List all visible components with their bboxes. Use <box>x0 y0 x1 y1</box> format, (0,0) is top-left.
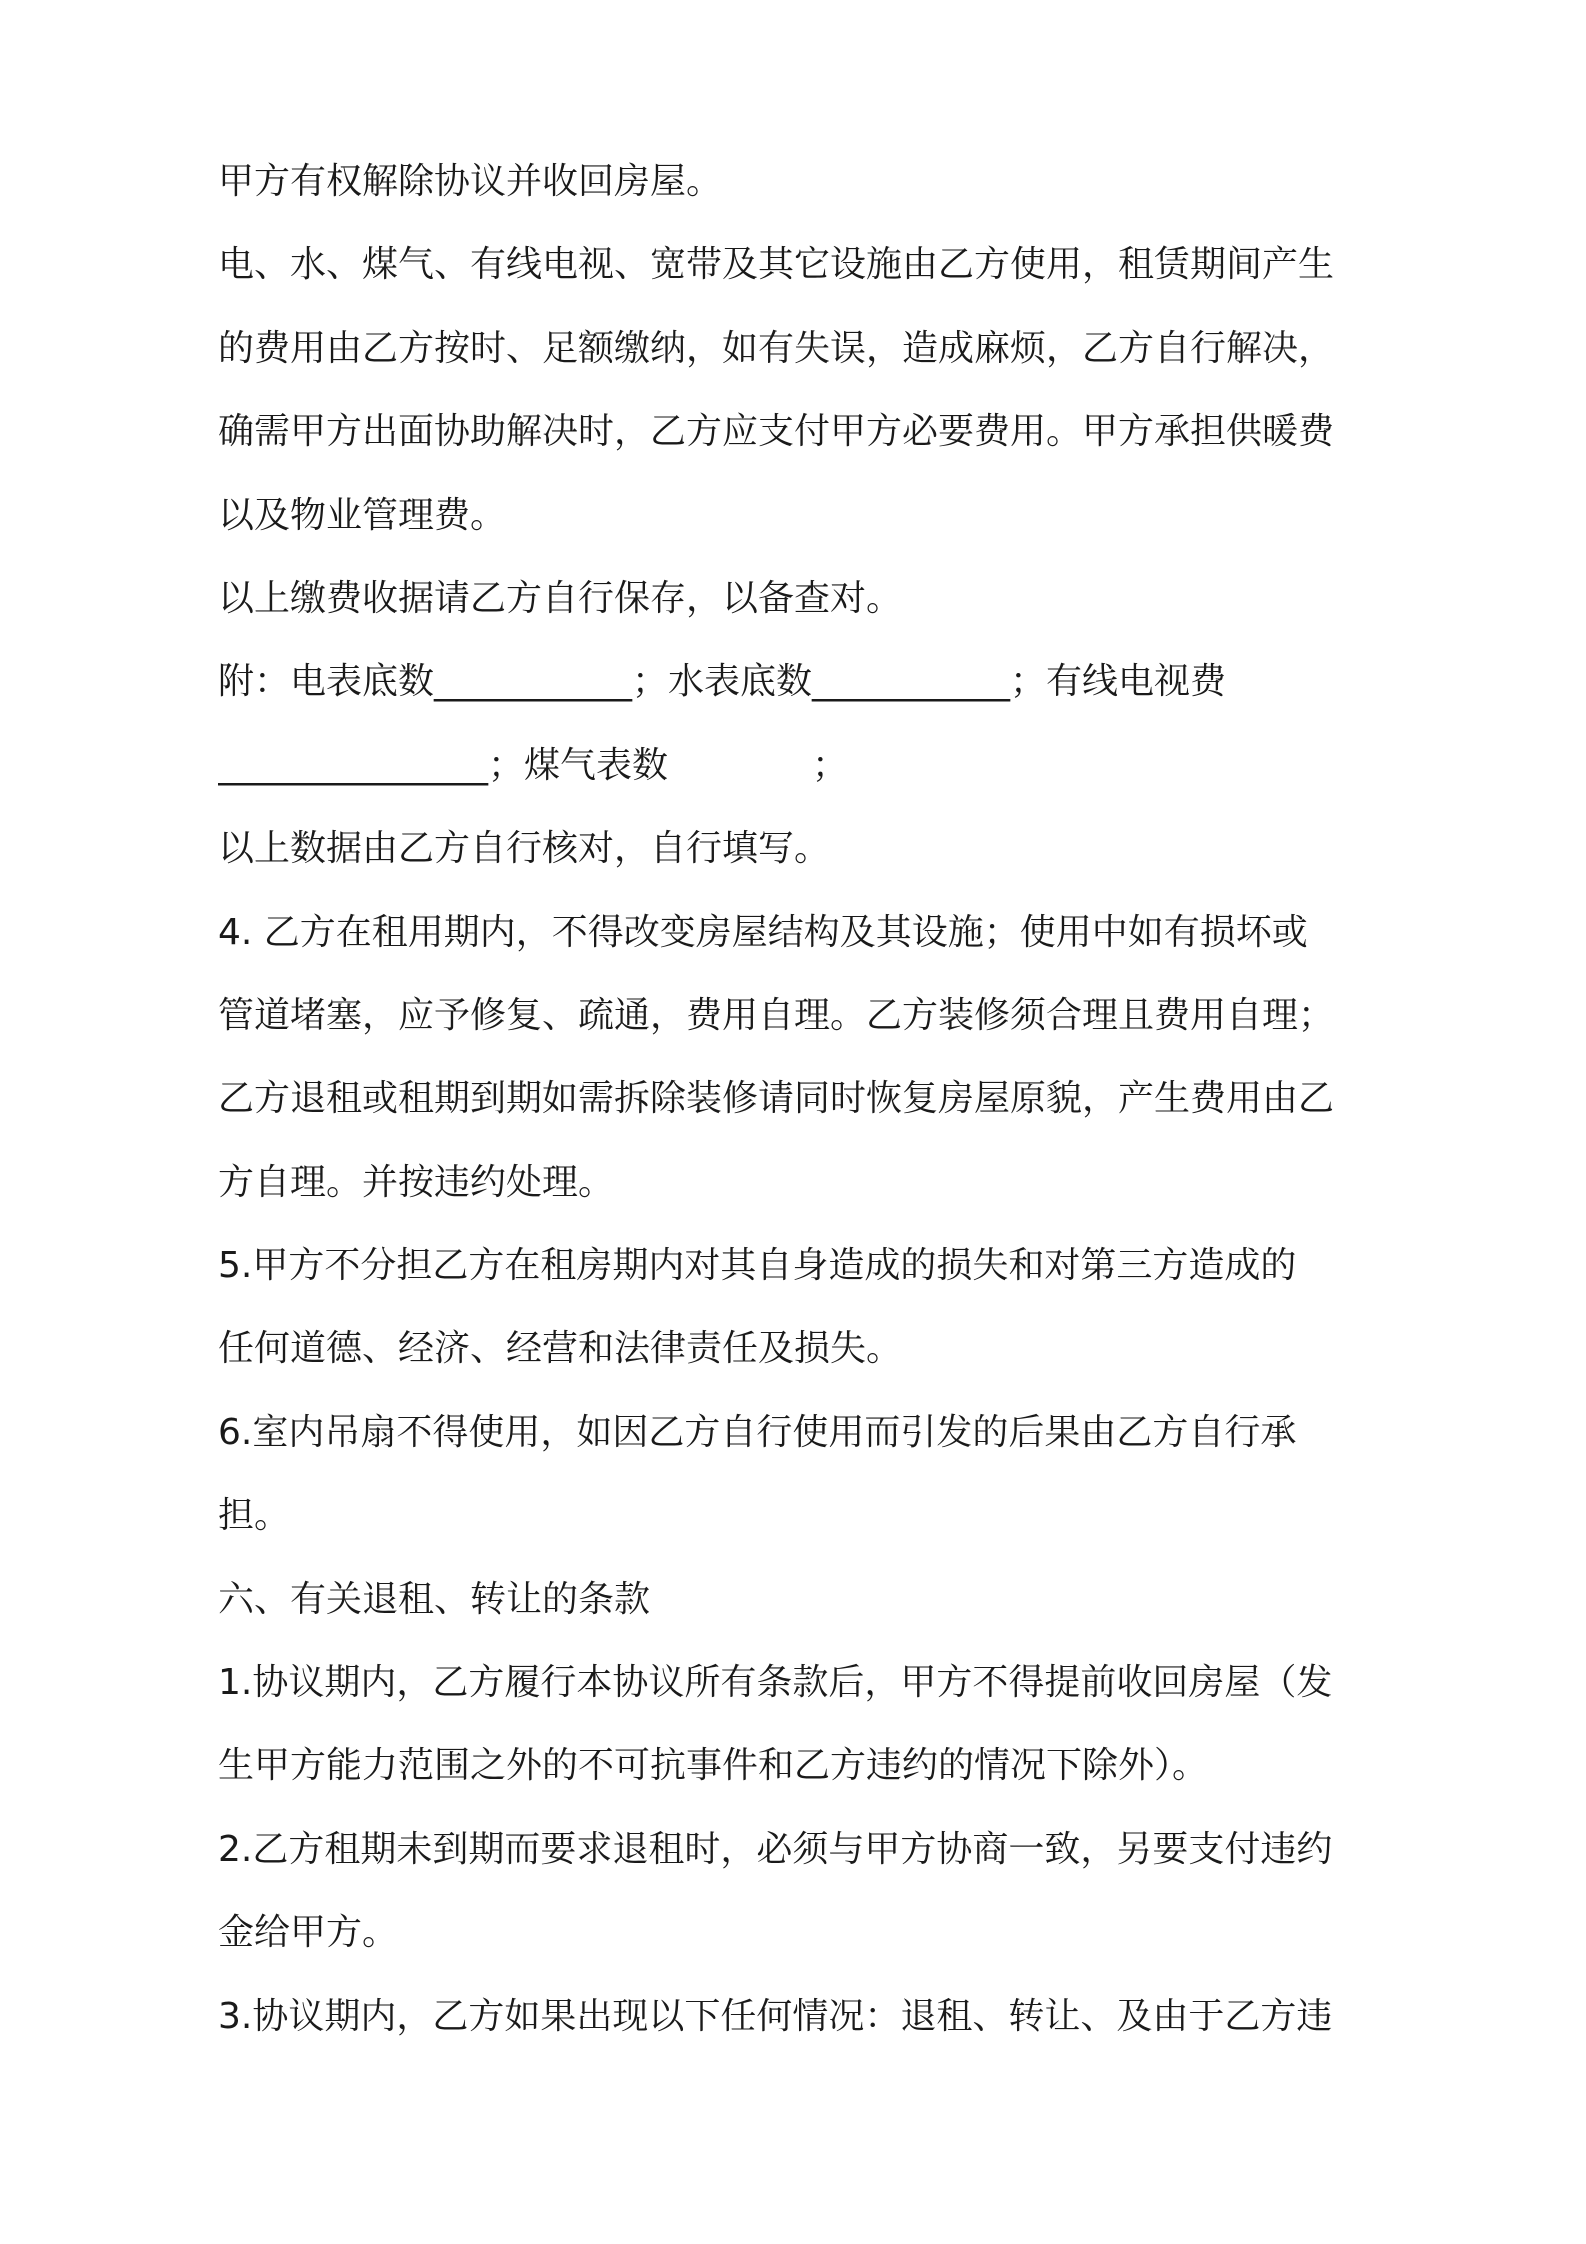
text-line: 的费用由乙方按时、足额缴纳，如有失误，造成麻烦，乙方自行解决， <box>218 327 1335 369</box>
text-line: 金给甲方。 <box>218 1912 399 1954</box>
text-line: 确需甲方出面协助解决时，乙方应支付甲方必要费用。甲方承担供暖费 <box>218 411 1335 453</box>
text-line: 方自理。并按违约处理。 <box>218 1161 615 1203</box>
document-body <box>218 140 1378 2058</box>
text-line: 电、水、煤气、有线电视、宽带及其它设施由乙方使用，租赁期间产生 <box>218 244 1335 286</box>
text-line: 以及物业管理费。 <box>218 494 507 536</box>
text-line: 甲方有权解除协议并收回房屋。 <box>218 161 723 202</box>
meter-readings-line: _______________；煤气表数 ； <box>218 744 849 786</box>
clause-1: 1.协议期内，乙方履行本协议所有条款后，甲方不得提前收回房屋（发 <box>218 1662 1333 1704</box>
text-line: 生甲方能力范围之外的不可抗事件和乙方违约的情况下除外）。 <box>218 1745 1209 1787</box>
clause-6: 6.室内吊扇不得使用，如因乙方自行使用而引发的后果由乙方自行承 <box>218 1411 1297 1453</box>
text-line: 以上数据由乙方自行核对，自行填写。 <box>218 828 831 870</box>
text-line: 以上缴费收据请乙方自行保存，以备查对。 <box>218 577 903 619</box>
text-line: 任何道德、经济、经营和法律责任及损失。 <box>218 1328 903 1370</box>
clause-4: 4. 乙方在租用期内，不得改变房屋结构及其设施；使用中如有损坏或 <box>218 911 1308 953</box>
clause-3: 3.协议期内，乙方如果出现以下任何情况：退租、转让、及由于乙方违 <box>218 1995 1333 2037</box>
clause-5: 5.甲方不分担乙方在租房期内对其自身造成的损失和对第三方造成的 <box>218 1245 1297 1287</box>
text-line: 担。 <box>218 1495 291 1537</box>
section-heading: 六、有关退租、转让的条款 <box>218 1578 651 1620</box>
meter-readings-line: 附：电表底数___________；水表底数___________；有线电视费 <box>218 661 1227 703</box>
clause-2: 2.乙方租期未到期而要求退租时，必须与甲方协商一致，另要支付违约 <box>218 1828 1333 1870</box>
text-line: 管道堵塞，应予修复、疏通，费用自理。乙方装修须合理且费用自理； <box>218 994 1335 1036</box>
text-line: 乙方退租或租期到期如需拆除装修请同时恢复房屋原貌，产生费用由乙 <box>218 1078 1335 1120</box>
